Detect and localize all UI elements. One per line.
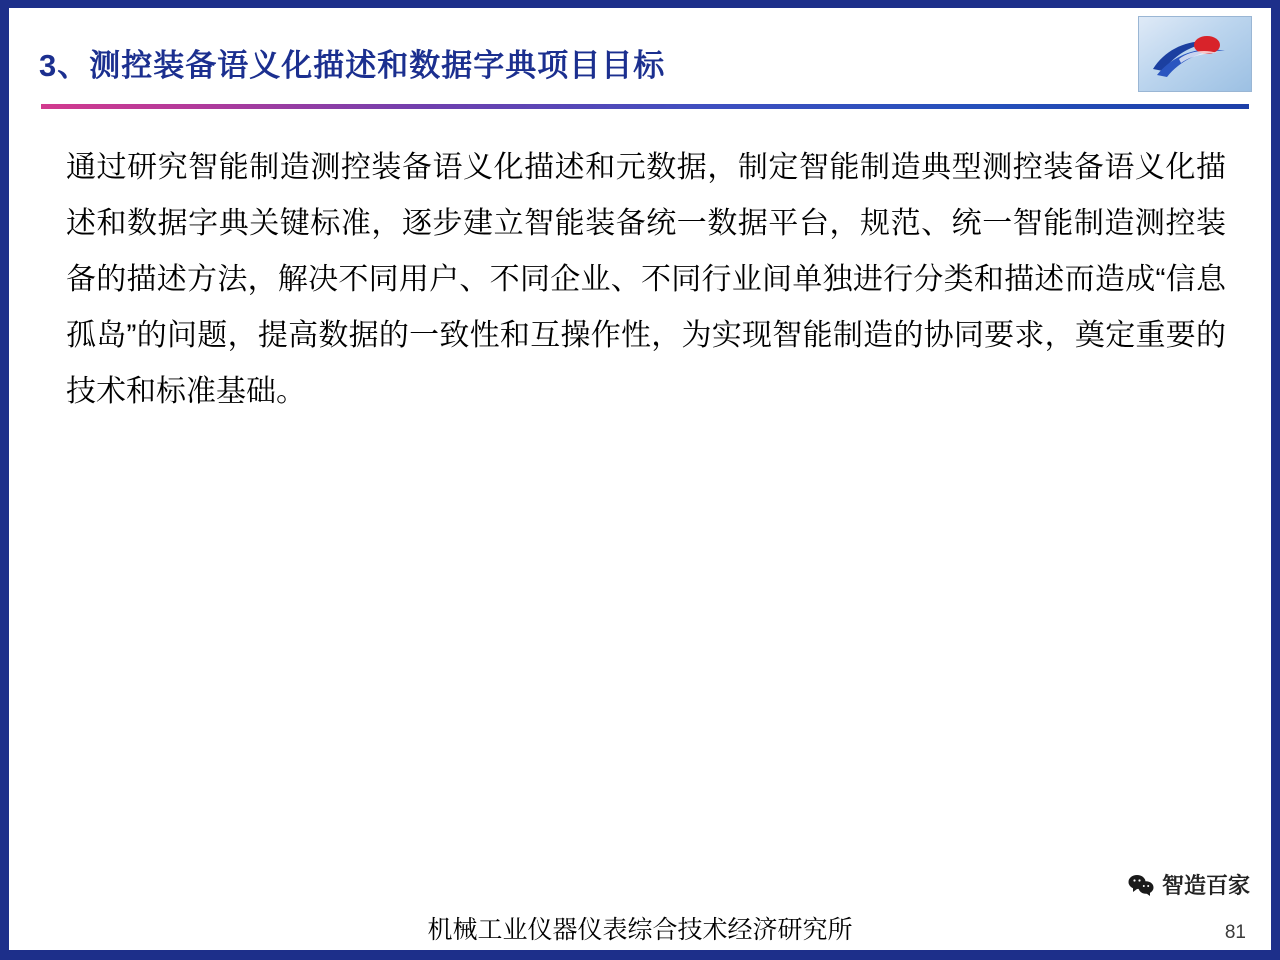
footer-institute: 机械工业仪器仪表综合技术经济研究所 (427, 917, 853, 944)
wechat-icon (1128, 874, 1154, 896)
slide-body-text: 通过研究智能制造测控装备语义化描述和元数据，制定智能制造典型测控装备语义化描述和数据字典关键标准，逐步建立智能装备统一数据平台，规范、统一智能制造测控装备的描述方法，解决不同用户、不同企业、不同行业间单独进行分类和描述而造成“信息孤岛”的问题，提高数据的一致性和互操作性，为实现智能制造的协同要求，奠定重要的技术和标准基础。 (66, 151, 1226, 408)
slide-border-bottom (0, 950, 1280, 960)
slide-border-top (0, 0, 1280, 8)
page-title: 3、测控装备语义化描述和数据字典项目目标 (39, 48, 666, 83)
slide-border-right (1271, 0, 1280, 960)
title-bar (9, 8, 1271, 100)
watermark-label: 智造百家 (1161, 873, 1250, 898)
watermark (1128, 869, 1250, 900)
page-number: 81 (1224, 922, 1246, 943)
slide-border-left (0, 0, 9, 960)
company-logo-swoosh-icon (1149, 29, 1235, 79)
company-logo (1138, 16, 1252, 92)
title-divider (41, 104, 1249, 109)
